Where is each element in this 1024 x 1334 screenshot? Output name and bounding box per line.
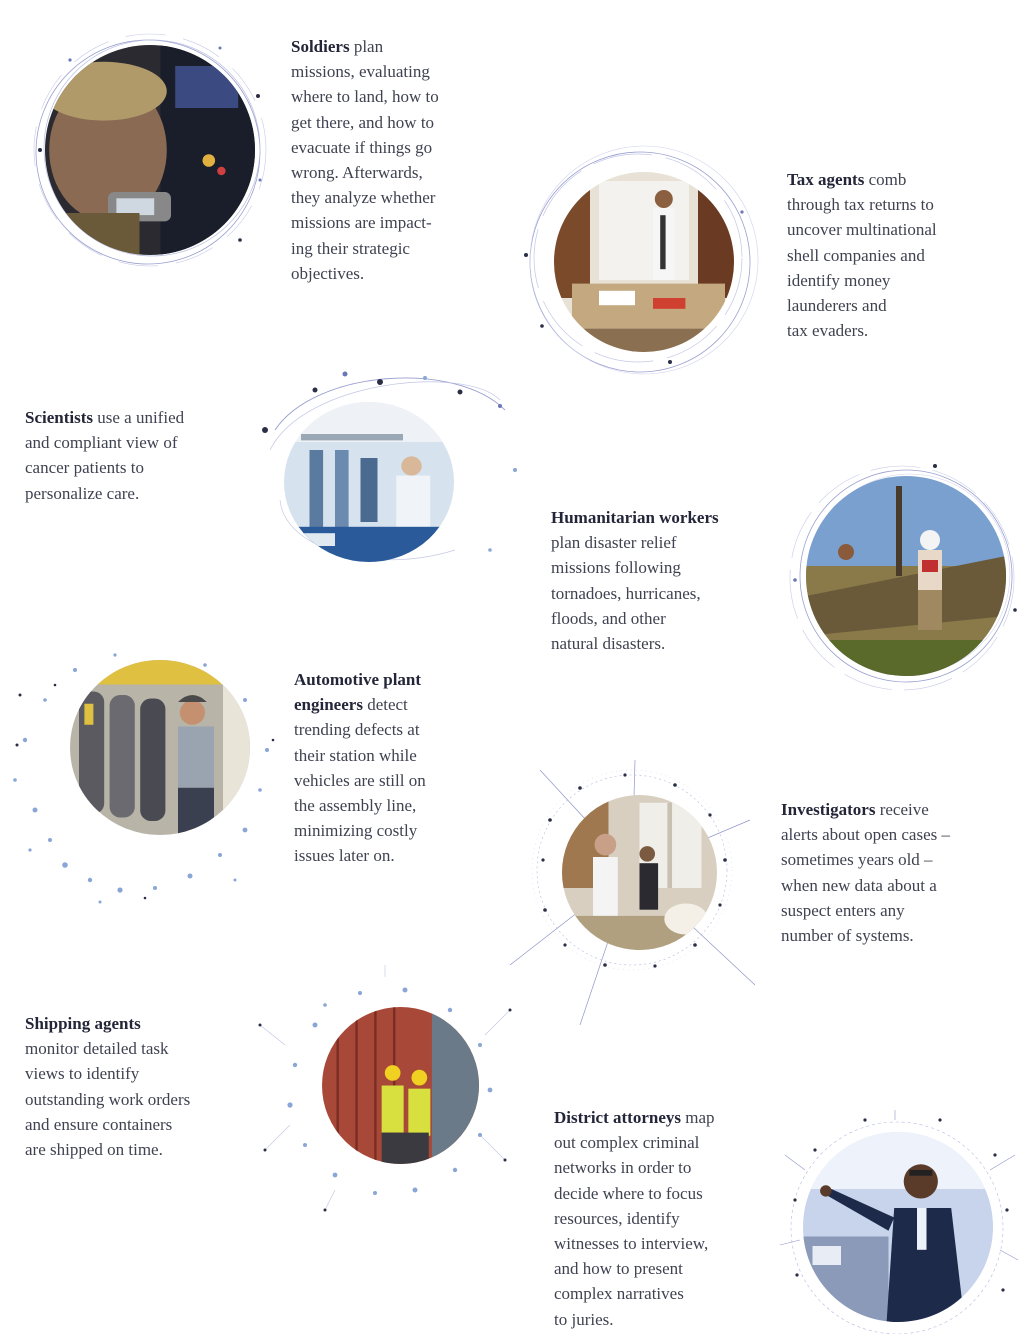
soldiers-heading: Soldiers <box>291 37 350 56</box>
investigator-figure <box>505 760 760 1030</box>
shipping-photo <box>322 1007 479 1164</box>
tax-agents-text: Tax agents comb through tax returns to uncover multinational shell companies and identify money launderers and tax evaders. <box>787 170 937 341</box>
soldiers-text: Soldiers plan missions, evaluating where to land, how to get there, and how to evacuate if things go wrong. Afterwards, they analyze whether missions are impact- ing their strategic objectives. <box>291 37 439 283</box>
humanitarian-photo <box>806 476 1006 676</box>
investigators-heading: Investigators <box>781 800 876 819</box>
shipping-figure <box>255 965 515 1215</box>
shipping-text: Shipping agents monitor detailed task views to identify outstanding work orders and ensure containers are shipped on time. <box>25 1014 191 1160</box>
automotive-heading: Automotive plant <box>294 670 422 689</box>
investigator-photo <box>562 795 717 950</box>
investigators-text: Investigators receive alerts about open cases – sometimes years old – when new data about a suspect enters any number of systems. <box>781 800 950 946</box>
automotive-heading-2: engineers <box>294 695 363 715</box>
soldier-figure <box>30 30 270 270</box>
tax-agents-heading: Tax agents <box>787 170 865 189</box>
district-attorneys-text: District attorneys map out complex criminal networks in order to decide where to focus resources, identify witnesses to interview, and how to present complex narratives to juries. <box>554 1108 715 1329</box>
scientist-figure <box>255 360 520 575</box>
district-attorneys-heading: District attorneys <box>554 1108 681 1127</box>
scientists-text: Scientists use a unified and compliant view of cancer patients to personalize care. <box>25 408 185 503</box>
automotive-text: Automotive plant engineers detect trending defects at their station while vehicles are still on the assembly line, minimizing costly issues later on. <box>294 670 426 866</box>
humanitarian-text: Humanitarian workers plan disaster relief missions following tornadoes, hurricanes, floods, and other natural disasters. <box>551 508 719 654</box>
humanitarian-figure <box>790 460 1022 692</box>
humanitarian-heading: Humanitarian workers <box>551 508 719 527</box>
scientist-photo <box>284 402 454 562</box>
district-attorney-photo <box>803 1132 993 1322</box>
scientists-heading: Scientists <box>25 408 93 427</box>
automotive-figure <box>5 640 285 910</box>
soldier-photo <box>45 45 255 255</box>
shipping-heading: Shipping agents <box>25 1014 141 1033</box>
tax-agent-photo <box>554 172 734 352</box>
district-attorney-figure <box>775 1110 1020 1334</box>
tax-agent-figure <box>520 140 760 380</box>
automotive-photo <box>70 660 250 835</box>
